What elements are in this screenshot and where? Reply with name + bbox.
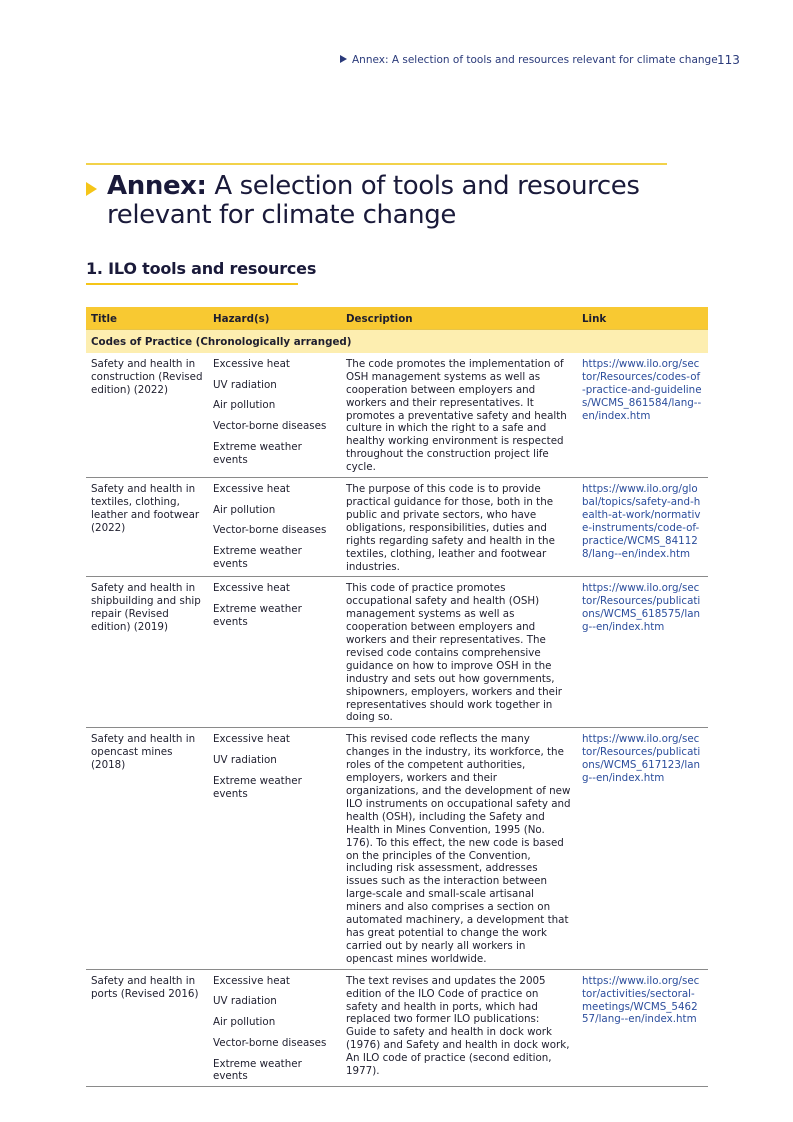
hazard-item: Excessive heat xyxy=(213,357,290,370)
hazard-item: Vector-borne diseases xyxy=(213,420,327,433)
hazard-item: Extreme weather events xyxy=(213,1057,302,1083)
row-link[interactable]: https://www.ilo.org/sector/activities/sectoral-meetings/WCMS_546257/lang--en/index.htm xyxy=(577,969,708,1087)
group-label: Codes of Practice (Chronologically arranged) xyxy=(86,330,708,353)
section-underline xyxy=(86,283,298,285)
row-description: This code of practice promotes occupational safety and health (OSH) management systems as well as cooperation between employers and workers and their representatives. The revised code contains comprehensive guidance on how to improve OSH in the industry and sets out how governments, shipowners, employers, workers and their representatives should work together in doing so. xyxy=(341,577,577,728)
section-title: 1. ILO tools and resources xyxy=(86,259,317,278)
row-title: Safety and health in shipbuilding and ship repair (Revised edition) (2019) xyxy=(86,577,208,728)
row-hazards xyxy=(208,577,341,728)
row-title: Safety and health in construction (Revised edition) (2022) xyxy=(86,353,208,478)
column-header-description: Description xyxy=(341,307,577,330)
page-title xyxy=(107,172,686,230)
table-row xyxy=(86,577,708,728)
page-title-rest: A selection of tools and resources relevant for climate change xyxy=(107,171,640,230)
table-group-row xyxy=(86,330,708,353)
row-link[interactable]: https://www.ilo.org/sector/Resources/publications/WCMS_618575/lang--en/index.htm xyxy=(577,577,708,728)
hazard-item: Extreme weather events xyxy=(213,603,302,629)
hazard-item: Excessive heat xyxy=(213,582,290,595)
column-header-title: Title xyxy=(86,307,208,330)
row-hazards xyxy=(208,969,341,1087)
column-header-hazards: Hazard(s) xyxy=(208,307,341,330)
hazard-item: Excessive heat xyxy=(213,483,290,496)
row-title: Safety and health in ports (Revised 2016) xyxy=(86,969,208,1087)
table-row xyxy=(86,353,708,478)
hazard-item: Vector-borne diseases xyxy=(213,1036,327,1049)
hazard-item: Air pollution xyxy=(213,1016,276,1029)
hazard-item: Air pollution xyxy=(213,399,276,412)
row-description: The text revises and updates the 2005 edition of the ILO Code of practice on safety and health in ports, which had replaced two former ILO publications: Guide to safety and health in dock work (1976) and Safety and health in dock work, An ILO code of practice (second edition, 1977). xyxy=(341,969,577,1087)
hazard-item: Extreme weather events xyxy=(213,774,302,800)
hazard-item: Vector-borne diseases xyxy=(213,524,327,537)
title-divider xyxy=(86,163,667,165)
hazard-item: UV radiation xyxy=(213,754,277,767)
hazard-item: UV radiation xyxy=(213,378,277,391)
table-row xyxy=(86,478,708,577)
running-header xyxy=(340,54,718,66)
row-description: The purpose of this code is to provide practical guidance for those, both in the public and private sectors, who have obligations, responsibilities, duties and rights regarding safety and health in the textiles, clothing, leather and footwear industries. xyxy=(341,478,577,577)
row-link[interactable]: https://www.ilo.org/sector/Resources/codes-of-practice-and-guidelines/WCMS_861584/lang--en/index.htm xyxy=(577,353,708,478)
row-hazards xyxy=(208,728,341,969)
row-title: Safety and health in textiles, clothing, leather and footwear (2022) xyxy=(86,478,208,577)
column-header-link: Link xyxy=(577,307,708,330)
hazard-item: Extreme weather events xyxy=(213,440,302,466)
row-hazards xyxy=(208,353,341,478)
tools-table xyxy=(86,307,708,1087)
table-row xyxy=(86,969,708,1087)
hazard-item: Excessive heat xyxy=(213,733,290,746)
page-title-bold: Annex: xyxy=(107,171,207,201)
triangle-bullet-icon xyxy=(340,55,347,63)
row-link[interactable]: https://www.ilo.org/global/topics/safety-and-health-at-work/normative-instruments/code-of-practice/WCMS_841128/lang--en/index.htm xyxy=(577,478,708,577)
annex-title-block xyxy=(86,172,686,230)
running-header-title: Annex: A selection of tools and resources relevant for climate change xyxy=(352,54,718,66)
hazard-item: UV radiation xyxy=(213,995,277,1008)
table-header-row xyxy=(86,307,708,330)
hazard-item: Excessive heat xyxy=(213,974,290,987)
row-hazards xyxy=(208,478,341,577)
triangle-bullet-icon xyxy=(86,182,97,196)
table-row xyxy=(86,728,708,969)
hazard-item: Extreme weather events xyxy=(213,545,302,571)
row-description: This revised code reflects the many changes in the industry, its workforce, the roles of the competent authorities, employers, workers and their organizations, and the development of new ILO instruments on occupational safety and health (OSH), including the Safety and Health in Mines Convention, 1995 (No. 176). To this effect, the new code is based on the principles of the Convention, including risk assessment, addresses issues such as the interaction between large-scale and small-scale artisanal miners and also comprises a section on automated machinery, a development that has great potential to change the work carried out by nearly all workers in opencast mines worldwide. xyxy=(341,728,577,969)
row-title: Safety and health in opencast mines (2018) xyxy=(86,728,208,969)
hazard-item: Air pollution xyxy=(213,503,276,516)
row-link[interactable]: https://www.ilo.org/sector/Resources/publications/WCMS_617123/lang--en/index.htm xyxy=(577,728,708,969)
row-description: The code promotes the implementation of OSH management systems as well as cooperation between employers and workers and their representatives. It promotes a preventative safety and health culture in which the right to a safe and healthy working environment is respected throughout the construction project life cycle. xyxy=(341,353,577,478)
page-number: 113 xyxy=(717,53,740,67)
